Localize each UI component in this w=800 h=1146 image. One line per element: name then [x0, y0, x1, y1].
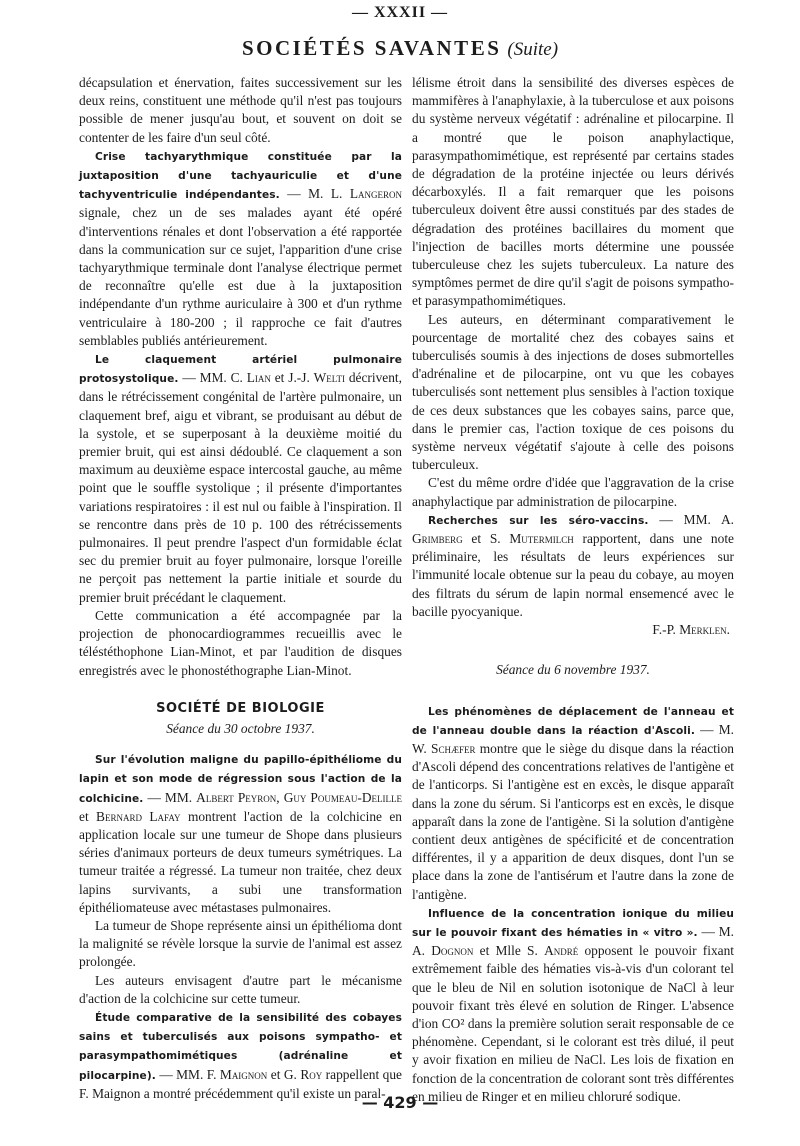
author-name: Schæfer	[431, 740, 476, 756]
text: rapportent, dans une note préliminaire, les résultats de leurs expériences sur l'immunité locale obtenue sur la peau du cobaye, au moyen des filtrats du sérum de lapin normal ensemencé avec le bacille pyocyanique.	[412, 531, 734, 619]
author-name: André	[544, 943, 579, 959]
author-name: Dognon	[431, 943, 474, 959]
text: et G.	[267, 1066, 301, 1082]
text: signale, chez un de ses malades ayant été opéré d'interventions rénales et dont l'observation a été rapportée dans la communication sur ce sujet, l'apparition d'une crise tachyarythmique terminale dont l'analyse électrique permet de reconnaître qu'elle est due à la juxtaposition indépendante d'un rythme auriculaire à 300 et d'un rythme ventriculaire à 180-200 ; il rapproche ce fait d'autres semblables publiés antérieurement.	[79, 205, 402, 348]
author-name: Bernard Lafay	[96, 808, 181, 824]
left-column	[79, 74, 402, 1103]
text: et S.	[462, 531, 510, 547]
text: opposent le pouvoir fixant extrêmement faible des hématies vis-à-vis d'un colorant tel que le bleu de Nil en solution isotonique de NaCl à leur pouvoir fixant très élevé en solution de Ringer. L'absence d'ion CO² dans la première solution serait responsable de ce phénomène. Cependant, si le colorant est très dilué, il peut y avoir fixation en milieu de NaCl. Les lois de fixation en fonction de la concentration de colorant sont très différentes en milieu de Ringer et en milieu chloruré sodique.	[412, 943, 735, 1104]
paragraph: Cette communication a été accompagnée par la projection de phonocardiogrammes recueillis avec le téléstéthophone Lian-Minot, et par l'audition de disques enregistrés avec le phonostéthographe Lian-Minot.	[79, 607, 402, 678]
author-name: Albert Peyron, Guy Poumeau-Delille	[196, 789, 402, 805]
text: et Mlle S.	[473, 943, 545, 959]
paragraph	[79, 147, 402, 350]
section-title: SOCIÉTÉ DE BIOLOGIE	[156, 700, 325, 716]
text: décrivent, dans le rétrécissement congénital de l'artère pulmonaire, un claquement bref, aigu et vibrant, se produisant au début de la systole, et se superposant à la deuxième moitié du premier bruit, qui est ainsi dédoublé. Ce claquement a son maximum au deuxième espace intercostal gauche, au même point que le souffle systolique ; il présente d'importantes variations respiratoires : il est nul ou faible à l'inspiration. Il se rencontre dans près de 10 p. 100 des rétrécissements pulmonaires. Il peut prendre l'aspect d'un formidable éclat sec du premier bruit au foyer pulmonaire, lorsque l'oreille ne perçoit pas nettement la partie initiale et sourde du premier bruit précédant le claquement.	[79, 370, 402, 605]
title-suite: (Suite)	[507, 39, 559, 60]
seance-date: Séance du 30 octobre 1937.	[166, 720, 315, 736]
page-title	[0, 36, 800, 62]
paragraph	[79, 350, 402, 607]
text: — MM.	[143, 789, 197, 805]
seance-date: Séance du 6 novembre 1937.	[496, 662, 650, 678]
text: — M. L.	[279, 186, 350, 202]
text: — MM. F.	[155, 1066, 220, 1082]
author-name: Grimberg	[412, 531, 463, 547]
article-heading: Étude comparative de la sensibilité des cobayes sains et tuberculisés aux poisons sympatho- et parasympathomimétiques (adrénaline et pilocarpine).	[79, 1011, 402, 1082]
author-name: Langeron	[349, 186, 402, 202]
text: — M. W.	[412, 721, 735, 756]
text: montre que le siège du disque dans la réaction d'Ascoli dépend des concentrations relatives de l'antigène et de l'anticorps. Si l'antigène est en excès, le disque apparaît dans la zone du sérum. Si l'anticorps est en excès, le disque apparaît dans la zone de l'antigène. Si la solution d'antigène contient deux antigènes de spécificité et de concentration différentes, il y a apparition de deux disques, dont l'un se place dans la zone de l'antisérum et l'autre dans la zone de l'antigène.	[412, 740, 734, 902]
author-name: Roy	[300, 1066, 323, 1082]
article-heading: Les phénomènes de déplacement de l'anneau et de l'anneau double dans la réaction d'Ascoli.	[412, 705, 734, 737]
paragraph	[79, 1008, 402, 1103]
text: et	[79, 808, 97, 824]
roman-page-number: — XXXII —	[351, 4, 449, 21]
text: rappellent que F. Maignon a montré précédemment qu'il existe un paral-	[79, 1066, 402, 1101]
article-heading: Influence de la concentration ionique du milieu sur le pouvoir fixant des hématies in « vitro ».	[412, 907, 734, 939]
paragraph	[79, 750, 402, 917]
signature: F.-P. Merklen.	[652, 622, 730, 638]
text: — MM. C.	[178, 370, 247, 386]
paragraph: C'est du même ordre d'idée que l'aggravation de la crise anaphylactique par administration de pilocarpine.	[412, 475, 734, 509]
author-name: Lian	[246, 370, 271, 386]
text: montrent l'action de la colchicine en application locale sur une tumeur de Shope dans plusieurs séries d'animaux porteurs de deux tumeurs symétriques. La tumeur traitée a régressé. La tumeur non traitée, chez deux lapins survivants, a subi une transformation épithéliomateuse avec métastases pulmonaires.	[79, 808, 402, 915]
article-heading: Crise tachyarythmique constituée par la juxtaposition d'une tachyauriculie et d'une tachyventriculie indépendantes.	[79, 150, 402, 202]
article-heading: Sur l'évolution maligne du papillo-épithéliome du lapin et son mode de régression sous l'action de la colchicine.	[79, 754, 402, 805]
right-column	[412, 74, 734, 1106]
article-heading: Le claquement artériel pulmonaire protosystolique.	[79, 354, 402, 386]
text: et J.-J.	[270, 370, 314, 386]
paragraph	[412, 702, 734, 904]
paragraph: Les auteurs, en déterminant comparativement le pourcentage de mortalité chez des cobayes sains et tuberculisés soumis à des injections de doses submortelles d'adrénaline et de pilocarpine, ont vu que les cobayes tuberculisés sont nettement plus sensibles à l'action toxique de ces deux substances que les cobayes sains, parce que, dans le premier cas, l'action toxique de ces poisons du système nerveux végétatif s'ajoute à celle des poisons tuberculeux.	[412, 311, 734, 473]
page-number: — 429 —	[361, 1093, 439, 1112]
article-heading: Recherches sur les séro-vaccins.	[428, 514, 649, 527]
paragraph: lélisme étroit dans la sensibilité des diverses espèces de mammifères à l'anaphylaxie, à la tuberculose et aux poisons du système nerveux végétatif : adrénaline et pilocarpine. Il a montré que le poison anaphylactique, parasympathomimétique, est représenté par certains stades de dégradation de la protéine injectée ou leurs dérivés décarboxylés. Il a fait remarquer que les poisons tuberculeux doivent être aussi constitués par des stades de dégradation des protéines bacillaires du moment que l'injection de bacilles morts détermine une poussée tuberculeuse chez les sujets tuberculeux. La nature des symptômes permet de dire qu'il s'agit de poisons sympatho- et parasympathomimétiques.	[412, 75, 734, 309]
paragraph	[412, 904, 734, 1106]
text: — M. A.	[412, 923, 734, 959]
text: — MM. A.	[648, 511, 734, 527]
paragraph	[412, 511, 734, 621]
paragraph: La tumeur de Shope représente ainsi un épithélioma dont la malignité se révèle lorsque la survie de l'animal est assez prolongée.	[79, 917, 402, 970]
paragraph: Les auteurs envisagent d'autre part le mécanisme d'action de la colchicine sur cette tumeur.	[79, 972, 402, 1006]
author-name: Maignon	[219, 1066, 268, 1082]
author-name: Mutermilch	[509, 531, 574, 547]
paragraph: décapsulation et énervation, faites successivement sur les deux reins, constituent une méthode qu'il n'est pas toujours possible de mener jusqu'au bout, et souvent on doit se contenter de les faire d'un seul côté.	[79, 75, 402, 145]
title-text: SOCIÉTÉS SAVANTES	[241, 36, 502, 60]
author-name: Welti	[313, 370, 345, 386]
